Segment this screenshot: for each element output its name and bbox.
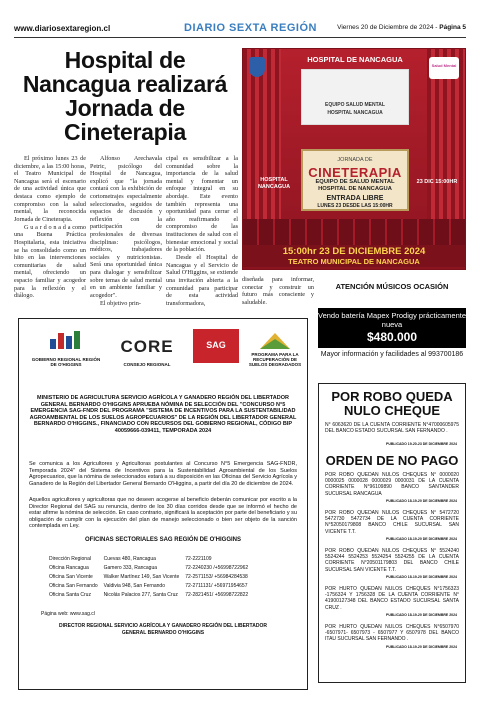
- notice-text: POR HURTO QUEDAN NULOS CHEQUES N°6507970 -6507971- 6507973 - 6507977 Y 6507978 DEL BANCO ITAU SUCURSAL SAN FERNANDO .: [325, 624, 459, 643]
- article-paragraph: El objetivo prin-: [100, 299, 141, 307]
- page-header: [14, 22, 466, 38]
- board-entry: ENTRADA LIBRE: [326, 195, 384, 202]
- date-label: Viernes 20 de Diciembre de 2024 -: [337, 24, 438, 31]
- office-name: Oficina Santa Cruz: [49, 591, 91, 598]
- article-paragraph: El próximo lunes 23 de diciembre, a las 15:00 horas, el Teatro Municipal de Nancagua será el escenario de una actividad única que destaca como ejemplo de compromiso con la salud mental, la reconocida Jornada de Cineterapia.: [14, 155, 86, 223]
- ad-price: $480.000: [366, 330, 418, 344]
- ad-description: Vendo batería Mapex Prodigy prácticamente nueva: [318, 311, 467, 329]
- board-title: CINETERAPIA: [308, 165, 402, 180]
- board-sub: EQUIPO DE SALUD MENTAL HOSPITAL DE NANCAGUA: [315, 179, 395, 192]
- notice-text: POR ROBO QUEDAN NULOS CHEQUES N° 5524240 5524244 5524253 5524254 5524255 DE LA CUENTA CORRIENTE N°20501179803 DEL BANCO CHILE SUCURSAL SAN VICENTE T.T.: [325, 548, 459, 573]
- poster-date-line: 15:00hr 23 DE DICIEMBRE 2024: [282, 246, 426, 257]
- publication-date: PUBLICADO 19-20-23 DE DICIEMBRE 2024: [386, 442, 457, 446]
- screen-line-2: HOSPITAL NANCAGUA: [327, 110, 383, 116]
- article-paragraph: cipal es sensibilizar a la comunidad sobre la importancia de la salud mental y fomentar un enfoque integral en su abordaje. Este evento también representa una oportunidad para cerrar el año reafirmando el compromiso de las instituciones de salud con el bienestar emocional y social de la población.: [166, 155, 238, 254]
- classified-ad-drums: [318, 282, 466, 374]
- notice-text: POR HURTO QUEDAN NULOS CHEQUES N°1756323 -1756324 Y 1756328 DE LA CUENTA CORRIENTE N° 41900127348 DEL BANCO ESTADO SUCURSAL SANTA CRUZ .: [325, 586, 459, 611]
- table-row: [49, 581, 254, 590]
- publication-date: PUBLICADO 18-19-20 DE DICIEMBRE 2024: [386, 575, 457, 579]
- poster-board: [301, 149, 409, 211]
- notice-text: POR ROBO QUEDAN NULOS CHEQUES N° 0000020 0000025 0000028 0000029 0000031 DE LA CUENTA CORRIENTE N°96109890 BANCO SANTANDER SUCURSAL RANCAGUA: [325, 472, 459, 497]
- offices-title: OFICINAS SECTORIALES SAG REGIÓN DE O'HIGGINS: [85, 537, 241, 543]
- office-phone: 72-2711131/ +56971954657: [185, 582, 248, 589]
- fields-icon: [260, 329, 290, 349]
- municipal-shield-icon: [249, 57, 265, 77]
- article-column-4: [242, 276, 314, 307]
- table-row: [49, 590, 254, 599]
- publication-date: PUBLICADO 18-19-20 DE DICIEMBRE 2024: [386, 537, 457, 541]
- article-column-3: [166, 155, 238, 308]
- notice-heading: MINISTERIO DE AGRICULTURA SERVICIO AGRÍCOLA Y GANADERO REGIÓN DEL LIBERTADOR GENERAL BERNARDO O'HIGGINS APRUEBA NÓMINA DE SELECCIÓN DEL "CONCURSO N°5 EMERGENCIA SAG-FNDR DEL PROGRAMA "SISTEMA DE INCENTIVOS PARA LA SUSTENTABILIDAD AGROAMBIENTAL DE LOS SUELOS AGROPECUARIOS" DE LA REGIÓN DEL LIBERTADOR GENERAL BERNARDO O'HIGGINS., FINANCIADO CON RECURSOS DEL GOBIERNO REGIONAL, CÓDIGO BIP 40059666-039411, TEMPORADA 2024: [29, 395, 297, 434]
- article-paragraph: Alfonso Arechavala Petric, psicólogo del Hospital de Nancagua, explicó que "la jornada contará con la exhibición de cortometrajes especialmente seleccionados, seguidos de espacios de discusión y reflexión con la participación de profesionales de diversas disciplinas: psicólogos, médicos, trabajadores sociales y nutricionistas. Será una oportunidad única para dialogar y sensibilizar sobre temas de salud mental en un ambiente familiar y acogedor".: [90, 155, 162, 299]
- core-logo: [107, 329, 187, 367]
- screen-line-1: EQUIPO SALUD MENTAL: [325, 102, 385, 108]
- sag-logo: [191, 329, 241, 367]
- ad-contact: Mayor información y facilidades al 993700186: [320, 351, 464, 358]
- issue-date: [337, 24, 466, 31]
- page-label: Página 5: [439, 24, 466, 31]
- publication-date: PUBLICADO 18-19-20 DE DICIEMBRE 2024: [386, 645, 457, 649]
- office-phone: 72-2221109: [185, 556, 212, 563]
- check-notices: [318, 383, 466, 683]
- board-small: JORNADA DE: [337, 157, 373, 163]
- core-text: CORE: [120, 337, 174, 356]
- notice-text: POR ROBO QUEDAN NULOS CHEQUES N° 5472720 5472730 5472734 DE LA CUENTA CORRIENTE N°52050179808 BANCO CHILE SUCURSAL SAN VICENTE T.T.: [325, 510, 459, 535]
- office-address: Valdivia 948, San Fernando: [103, 582, 165, 589]
- gobierno-regional-icon: [48, 329, 84, 351]
- salud-mental-logo: Salud Mental: [429, 57, 459, 79]
- article-headline: Hospital de Nancagua realizará Jornada de Cineterapia: [22, 47, 228, 145]
- sponsor-logos: [19, 329, 307, 369]
- gobierno-regional-logo: [31, 329, 101, 367]
- article-paragraph: diseñada para informar, conectar y construir un futuro más consciente y saludable.: [242, 276, 314, 306]
- office-name: Oficina San Fernando: [49, 582, 98, 589]
- website-url[interactable]: www.diariosextaregion.cl: [14, 24, 111, 33]
- paper-name: DIARIO SEXTA REGIÓN: [184, 22, 317, 34]
- office-phone: 72-2821451/ +56998722822: [185, 591, 249, 598]
- office-address: Gamero 333, Rancagua: [103, 565, 158, 572]
- sag-website[interactable]: Página web: www.sag.cl: [41, 611, 95, 617]
- ad-box: [318, 308, 466, 348]
- programa-suelos-logo: [247, 329, 303, 367]
- notice-paragraph-1: Se comunica a los Agricultores y Agricultoras postulantes al Concurso N°5 Emergencia SAG-FNDR, Temporada 2024" del Sistema de Incentivos para la Sustentabilidad Agroambiental de los Suelos Agropecuarios, que la nómina de seleccionados estará a su disposición en las Oficinas del Servicio Agrícola y Ganadero de la Región del Libertador General Bernardo O'Higgins, a partir del día 20 de diciembre de 2024.: [29, 461, 297, 487]
- office-name: Oficina San Vicente: [49, 573, 93, 580]
- notice-footer: DIRECTOR REGIONAL SERVICIO AGRÍCOLA Y GANADERO REGIÓN DEL LIBERTADOR GENERAL BERNARDO O'HIGGINS: [59, 623, 267, 636]
- article-column-1: [14, 155, 86, 300]
- office-address: Cuevas 480, Rancagua: [103, 556, 156, 563]
- office-name: Oficina Rancagua: [49, 565, 89, 572]
- office-phone: 72-2571153/ +56984284538: [185, 573, 248, 580]
- table-row: [49, 564, 254, 573]
- publication-date: PUBLICADO 18-19-20 DE DICIEMBRE 2024: [386, 499, 457, 503]
- sag-logo-box: SAG: [193, 329, 239, 363]
- poster-side-left: HOSPITAL NANCAGUA: [257, 177, 291, 190]
- article-column-2: [90, 155, 162, 308]
- office-phone: 72-2240230 /+56998722962: [185, 565, 249, 572]
- offices-table: [49, 555, 254, 599]
- table-row: [49, 573, 254, 582]
- poster-bottom-banner: [243, 245, 465, 267]
- sag-public-notice: [18, 318, 308, 690]
- publication-date: PUBLICADO 18-19-20 DE DICIEMBRE 2024: [386, 613, 457, 617]
- notice-title-no-pago: ORDEN DE NO PAGO: [325, 453, 459, 468]
- logo-text: PROGRAMA PARA LA RECUPERACIÓN DE SUELOS DEGRADADOS: [248, 352, 302, 367]
- notice-title-nulo: POR ROBO QUEDA NULO CHEQUE: [331, 389, 453, 418]
- article-paragraph: G u a r d o n a d a como una Buena Práctica Hospitalaria, esta iniciativa se ha consolidado como un hito en las intervenciones comunitarias de salud mental, ofreciendo un espacio familiar y acogedor para la reflexión y el diálogo.: [14, 223, 86, 300]
- office-address: Nicolás Palacios 277, Santa Cruz: [103, 591, 178, 598]
- table-row: [49, 555, 254, 564]
- logo-text: GOBIERNO REGIONAL REGIÓN DE O'HIGGINS: [31, 357, 101, 367]
- core-sub: CONSEJO REGIONAL: [123, 362, 171, 367]
- poster-top-title: HOSPITAL DE NANCAGUA: [307, 55, 403, 64]
- office-name: Dirección Regional: [49, 556, 91, 563]
- board-entry-sub: LUNES 23 DESDE LAS 15:00HR: [317, 203, 393, 209]
- notice-text: N° 6063620 DE LA CUENTA CORRIENTE N°47000605975 DEL BANCO ESTADO SUCURSAL SAN FERNANDO .: [325, 422, 459, 435]
- poster-side-right: 23 DIC 15:00HR: [416, 179, 458, 185]
- poster-venue-line: TEATRO MUNICIPAL DE NANCAGUA: [288, 257, 420, 266]
- notice-paragraph-2: Aquellos agricultores y agricultoras que no deseen acogerse al beneficio deberán comunicar por escrito a la Director Regional del SAG su renuncia, dentro de los 30 días corridos desde que se informó el hecho de estar afirme la nómina de selección. En caso contrario, significará la aceptación por parte del beneficiario y su obligación de cumplir con la ejecución del plan de manejo seleccionado o bien ser objeto de la sanción contemplada en Ley.: [29, 497, 297, 530]
- cinema-screen: [301, 69, 409, 125]
- office-address: Walker Martínez 149, San Vicente: [103, 573, 180, 580]
- event-poster: [242, 48, 466, 270]
- article-paragraph: Desde el Hospital de Nancagua y el Servicio de Salud O'Higgins, se extiende una invitación abierta a la comunidad para participar de esta actividad transformadora,: [166, 254, 238, 307]
- ad-title: ATENCIÓN MÚSICOS OCASIÓN: [335, 282, 449, 291]
